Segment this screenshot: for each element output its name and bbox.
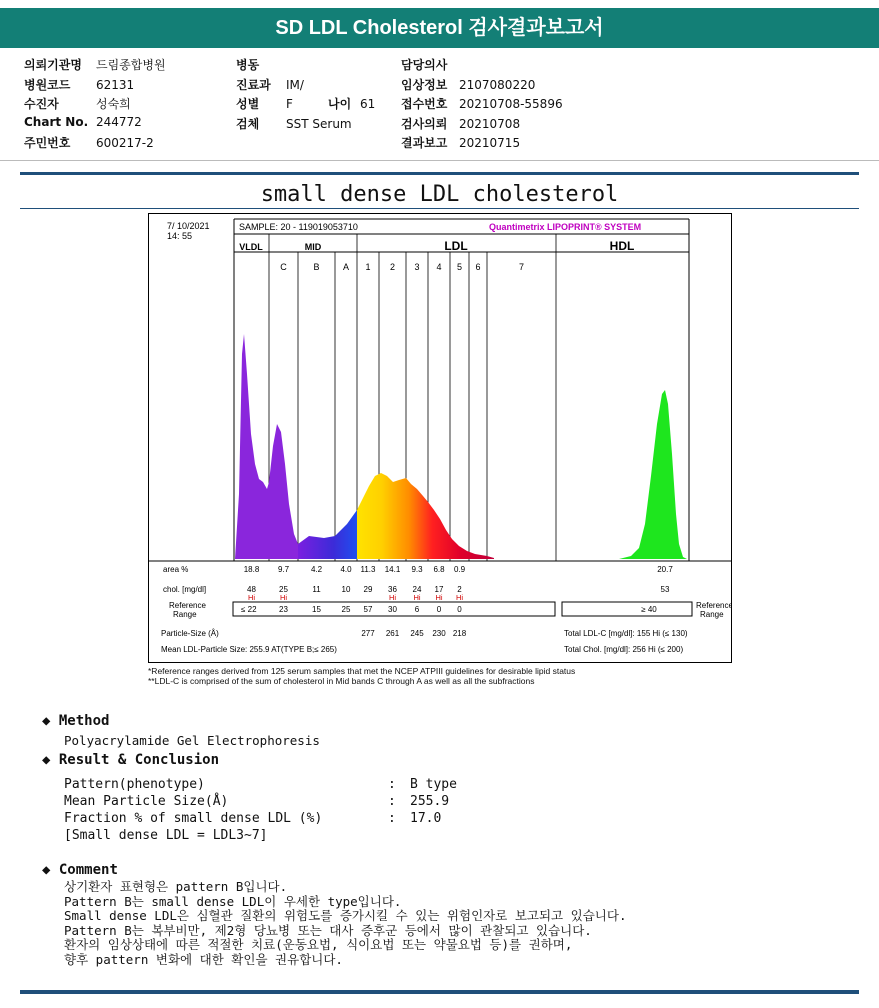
result-colon: : xyxy=(388,794,396,809)
info-ward: 병동 xyxy=(236,58,260,72)
band-label-4: 4 xyxy=(436,262,442,272)
reference-value-b: 15 xyxy=(312,605,321,614)
reference-box-hdl xyxy=(562,602,692,616)
chol-value-a: 10 xyxy=(341,585,351,594)
footnote-ldl: **LDL-C is comprised of the sum of cholesterol in Mid bands C through A as well as all the subfractions xyxy=(148,676,535,686)
info-sex: 성별 F xyxy=(236,97,293,111)
area-value-5: 0.9 xyxy=(453,565,466,574)
info-specimen: 검체 SST Serum xyxy=(236,117,352,131)
chol-value-vldl: 48 xyxy=(247,585,256,594)
hi-flag-2: Hi xyxy=(388,593,397,602)
reference-value-1: 57 xyxy=(363,605,373,614)
info-receipt-no: 접수번호 20210708-55896 xyxy=(401,97,563,111)
area-value-4: 6.8 xyxy=(433,565,445,574)
info-hospital-code: 병원코드 62131 xyxy=(24,78,135,92)
method-text: Polyacrylamide Gel Electrophoresis xyxy=(64,733,320,748)
info-resident-no: 주민번호 600217-2 xyxy=(24,136,154,150)
reference-value-a: 25 xyxy=(341,605,351,614)
chol-value-2: 36 xyxy=(388,585,397,594)
chart-system: Quantimetrix LIPOPRINT® SYSTEM xyxy=(489,222,642,232)
result-note: [Small dense LDL = LDL3~7] xyxy=(64,828,268,843)
area-value-2: 14.1 xyxy=(384,565,401,574)
group-label-mid: MID xyxy=(304,242,322,252)
particle-value-5: 218 xyxy=(452,629,467,638)
section-rule-bottom xyxy=(20,990,859,994)
reference-row-label: Reference xyxy=(169,601,206,610)
band-label-b: B xyxy=(313,262,320,272)
result-colon: : xyxy=(388,811,396,826)
report-title: SD LDL Cholesterol 검사결과보고서 xyxy=(0,8,879,48)
info-doctor: 담당의사 xyxy=(401,58,448,72)
result-label-fraction: Fraction % of small dense LDL (%) xyxy=(64,811,323,826)
comment-line: Pattern B는 small dense LDL이 우세한 type입니다. xyxy=(64,893,402,909)
chol-row-label: chol. [mg/dl] xyxy=(163,585,207,594)
chart-static-layer xyxy=(149,219,731,638)
chart-dynamic-layer xyxy=(161,334,688,654)
info-institution: 의뢰기관명 드림종합병원 xyxy=(24,58,166,72)
hi-flag-4: Hi xyxy=(435,593,443,602)
particle-value-1: 277 xyxy=(361,629,375,638)
band-label-1: 1 xyxy=(365,262,371,272)
info-patient: 수진자 성숙희 xyxy=(24,97,131,111)
ldl-area xyxy=(357,473,494,559)
area-value-3: 9.3 xyxy=(411,565,423,574)
particle-value-3: 245 xyxy=(410,629,424,638)
hi-flag-3: Hi xyxy=(413,593,421,602)
diamond-icon: ◆ xyxy=(42,862,51,878)
reference-row-label: Range xyxy=(700,610,724,619)
reference-value-3: 6 xyxy=(414,605,420,614)
reference-value-c: 23 xyxy=(279,605,288,614)
group-label-hdl: HDL xyxy=(609,239,635,253)
diamond-icon: ◆ xyxy=(42,752,51,768)
comment-line: 상기환자 표현형은 pattern B입니다. xyxy=(64,879,288,894)
chol-value-c: 25 xyxy=(279,585,288,594)
band-label-2: 2 xyxy=(389,262,396,272)
chol-value-hdl: 53 xyxy=(660,585,670,594)
chol-value-4: 17 xyxy=(434,585,444,594)
area-value-vldl: 18.8 xyxy=(243,565,260,574)
hi-flag-c: Hi xyxy=(279,593,288,602)
area-value-b: 4.2 xyxy=(310,565,323,574)
reference-row-label: Reference xyxy=(696,601,731,610)
chart-sample: SAMPLE: 20 - 119019053710 xyxy=(239,222,358,232)
result-colon: : xyxy=(388,777,396,792)
comment-line: 환자의 임상상태에 따른 적절한 치료(운동요법, 식이요법 또는 약물요법 등)를 권하며, xyxy=(64,937,573,952)
mean-particle-size: Mean LDL-Particle Size: 255.9 AT(TYPE B;≤ 265) xyxy=(161,645,337,654)
chart-date: 7/ 10/2021 xyxy=(167,221,210,231)
particle-row-label: Particle-Size (Å) xyxy=(161,629,219,638)
band-label-6: 6 xyxy=(475,262,481,272)
reference-value-2: 30 xyxy=(388,605,397,614)
section-rule-top xyxy=(20,172,859,175)
reference-value-5: 0 xyxy=(457,605,462,614)
info-request-date: 검사의뢰 20210708 xyxy=(401,117,521,131)
comment-body xyxy=(64,880,626,967)
footnote-reference: *Reference ranges derived from 125 serum samples that met the NCEP ATPIII guidelines for desirable lipid status xyxy=(148,666,576,676)
lipoprint-chart xyxy=(148,213,732,663)
chart-svg xyxy=(149,214,731,662)
chart-title: small dense LDL cholesterol xyxy=(260,182,619,207)
group-label-ldl: LDL xyxy=(444,239,468,253)
group-label-vldl: VLDL xyxy=(239,242,263,252)
result-value-fraction: 17.0 xyxy=(410,811,442,826)
total-chol: Total Chol. [mg/dl]: 256 Hi (≤ 200) xyxy=(564,645,684,654)
chol-value-1: 29 xyxy=(363,585,373,594)
area-value-1: 11.3 xyxy=(360,565,376,574)
reference-value-vldl: ≤ 22 xyxy=(241,605,257,614)
info-report-date: 결과보고 20210715 xyxy=(401,136,521,150)
info-divider xyxy=(0,160,879,161)
method-heading: ◆ Method xyxy=(42,713,110,729)
info-age: 나이 61 xyxy=(328,97,376,111)
area-value-hdl: 20.7 xyxy=(657,565,673,574)
comment-line: Small dense LDL은 심혈관 질환의 위험도를 증가시킬 수 있는 위험인자로 보고되고 있습니다. xyxy=(64,908,627,923)
hdl-peak xyxy=(619,390,687,559)
result-value-pattern: B type xyxy=(410,777,457,792)
total-ldl-c: Total LDL-C [mg/dl]: 155 Hi (≤ 130) xyxy=(564,629,688,638)
chol-value-b: 11 xyxy=(312,585,321,594)
comment-heading: ◆ Comment xyxy=(42,862,118,878)
hi-flag-vldl: Hi xyxy=(247,593,256,602)
chol-value-3: 24 xyxy=(412,585,422,594)
result-label-pattern: Pattern(phenotype) xyxy=(64,777,205,792)
area-value-a: 4.0 xyxy=(340,565,352,574)
diamond-icon: ◆ xyxy=(42,713,51,729)
hi-flag-5: Hi xyxy=(455,593,464,602)
info-department: 진료과 IM/ xyxy=(236,78,304,92)
vldl-peak xyxy=(235,334,298,559)
band-label-5: 5 xyxy=(456,262,463,272)
chart-time: 14: 55 xyxy=(167,231,193,241)
reference-value-4: 0 xyxy=(436,605,442,614)
band-label-a: A xyxy=(342,262,350,272)
chol-value-5: 2 xyxy=(457,585,462,594)
mid-area xyxy=(298,510,357,559)
particle-value-4: 230 xyxy=(432,629,446,638)
area-value-c: 9.7 xyxy=(277,565,290,574)
particle-value-2: 261 xyxy=(385,629,400,638)
band-label-c: C xyxy=(280,262,287,272)
result-heading: ◆ Result & Conclusion xyxy=(42,752,220,768)
result-label-size: Mean Particle Size(Å) xyxy=(64,794,229,809)
band-label-7: 7 xyxy=(518,262,525,272)
area-row-label: area % xyxy=(163,565,189,574)
info-chart-no: Chart No. 244772 xyxy=(24,115,142,129)
chart-title-rule xyxy=(20,208,859,209)
comment-line: 향후 pattern 변화에 대한 확인을 권유합니다. xyxy=(64,951,343,967)
info-clinical: 임상정보 2107080220 xyxy=(401,78,536,92)
result-value-size: 255.9 xyxy=(410,794,450,809)
reference-value-hdl: ≥ 40 xyxy=(641,605,657,614)
reference-row-label: Range xyxy=(173,610,197,619)
band-label-3: 3 xyxy=(414,262,420,272)
comment-line: Pattern B는 복부비만, 제2형 당뇨병 또는 대사 증후군 등에서 많이 관찰되고 있습니다. xyxy=(64,922,592,938)
